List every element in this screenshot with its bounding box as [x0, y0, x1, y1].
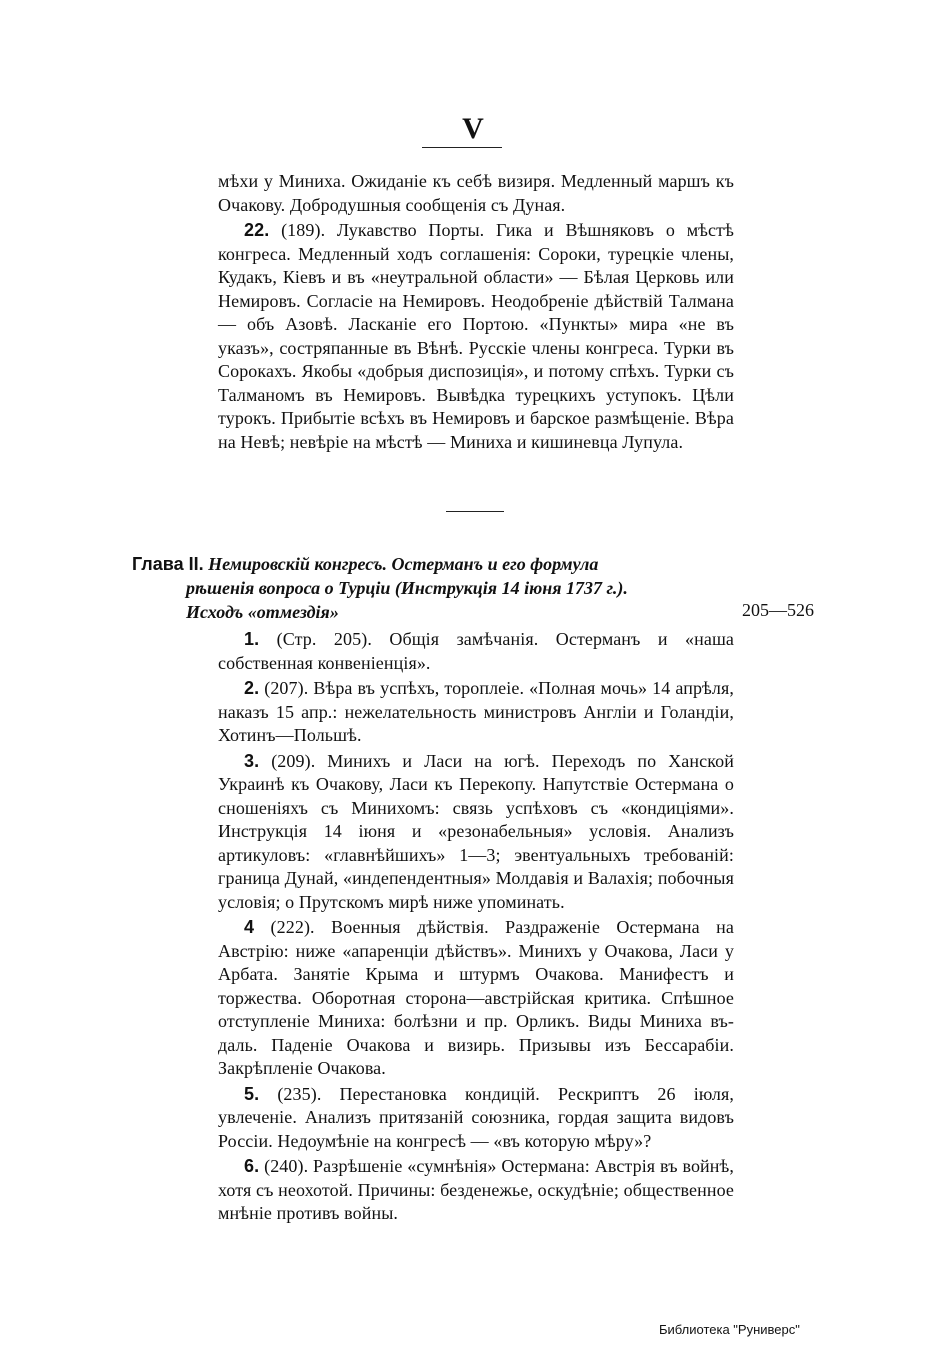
paragraph-number: 5. — [244, 1083, 260, 1104]
chapter-section — [218, 628, 734, 1228]
page-number: V — [462, 112, 484, 145]
paragraph-number: 22. — [244, 220, 270, 240]
paragraph-2 — [218, 677, 734, 748]
chapter-title-line-2: рѣшенія вопроса о Турціи (Инструкція 14 іюня 1737 г.). — [186, 578, 628, 598]
paragraph-text: (Стр. 205). Общія замѣчанія. Остерманъ и «наша собственная конвеніенція». — [218, 629, 734, 673]
paragraph-text: мѣхи у Миниха. Ожиданіе къ себѣ визиря. Медленный маршъ къ Очакову. Добродушныя сообщенія съ Дуная. — [218, 171, 734, 215]
library-watermark: Библиотека "Руниверс" — [659, 1322, 800, 1337]
paragraph-number: 2. — [244, 678, 260, 698]
chapter-heading — [132, 552, 816, 624]
chapter-title-line-1 — [132, 552, 816, 576]
paragraph-text: (222). Военныя дѣйствія. Раздраженіе Остермана на Австрію: ниже «апаренціи дѣйствъ». Минихъ у Очакова, Ласи у Арбата. Занятіе Крыма и штурмъ Очакова. Манифестъ и торжества. Оборотная сторона—австрійская критика. Спѣшное отступленіе Миниха: болѣзни и пр. Орликъ. Виды Миниха въ-даль. Паденіе Очакова и визирь. Призывы изъ Бессарабіи. Закрѣпленіе Очакова. — [218, 917, 734, 1078]
paragraph-continuation — [218, 170, 734, 217]
section-divider — [446, 511, 504, 512]
paragraph-text: (189). Лукавство Порты. Гика и Вѣшняковъ о мѣстѣ конгреса. Медленный ходъ соглашенія: Сороки, турецкіе члены, Кудакъ, Кіевъ и въ «неутральной области» — Бѣлая Церковь или Немировъ. Согласіе на Немировъ. Неодобреніе дѣйствій Талмана — объ Азовѣ. Ласканіе его Портою. «Пункты» мира «не въ указъ», состряпанные въ Вѣнѣ. Русскіе члены конгреса. Турки въ Сорокахъ. Якобы «добрыя диспозиція», и потому спѣхъ. Турки съ Талманомъ въ Немировъ. Вывѣдка турецкихъ уступокъ. Цѣли турокъ. Прибытіе всѣхъ въ Немировъ и барское размѣщеніе. Вѣра на Невѣ; невѣріе на мѣстѣ — Миниха и кишиневца Лупула. — [218, 220, 734, 452]
chapter-title-line-3: Исходъ «отмездія» — [186, 602, 339, 622]
paragraph-6 — [218, 1155, 734, 1226]
paragraph-number: 6. — [244, 1156, 260, 1176]
top-section — [218, 170, 734, 456]
paragraph-text: (209). Минихъ и Ласи на югѣ. Переходъ по Ханской Украинѣ къ Очакову, Ласи къ Перекопу. Напутствіе Остермана о сношеніяхъ съ Минихомъ: связь успѣховъ съ «кондиціями». Инструкція 14 іюня и «резонабельныя» условія. Анализъ артикуловъ: «главнѣйшихъ» 1—3; эвентуальныхъ требованій: граница Дунай, «индепендентныя» Молдавія и Валахія; побочныя условія; о Прутскомъ мирѣ ниже упоминать. — [218, 750, 734, 912]
chapter-page-range: 205—526 — [742, 600, 814, 620]
paragraph-number: 3. — [244, 750, 260, 771]
page-number-rule — [422, 147, 502, 148]
chapter-title-part-1: Немировскій конгресъ. Остерманъ и его формула — [203, 554, 599, 574]
paragraph-22 — [218, 219, 734, 454]
paragraph-text: (240). Разрѣшеніе «сумнѣнія» Остермана: Австрія въ войнѣ, хотя съ неохотой. Причины: безденежье, оскудѣніе; общественное мнѣніе противъ войны. — [218, 1156, 734, 1223]
paragraph-3 — [218, 750, 734, 915]
paragraph-number: 4 — [244, 917, 255, 937]
paragraph-4 — [218, 916, 734, 1081]
paragraph-text: (235). Перестановка кондицій. Рескриптъ 26 іюля, увлеченіе. Анализъ притязаній союзника, гордая защита видовъ Россіи. Недоумѣніе на конгресѣ — «въ которую мѣру»? — [218, 1083, 734, 1151]
paragraph-text: (207). Вѣра въ успѣхъ, тороплеіе. «Полная мочь» 14 апрѣля, наказъ 15 апр.: нежелательность министровъ Англіи и Голандіи, Хотинъ—Польшѣ. — [218, 678, 734, 745]
chapter-label: Глава II. — [132, 554, 204, 574]
paragraph-5 — [218, 1083, 734, 1154]
paragraph-1 — [218, 628, 734, 675]
paragraph-number: 1. — [244, 629, 260, 649]
